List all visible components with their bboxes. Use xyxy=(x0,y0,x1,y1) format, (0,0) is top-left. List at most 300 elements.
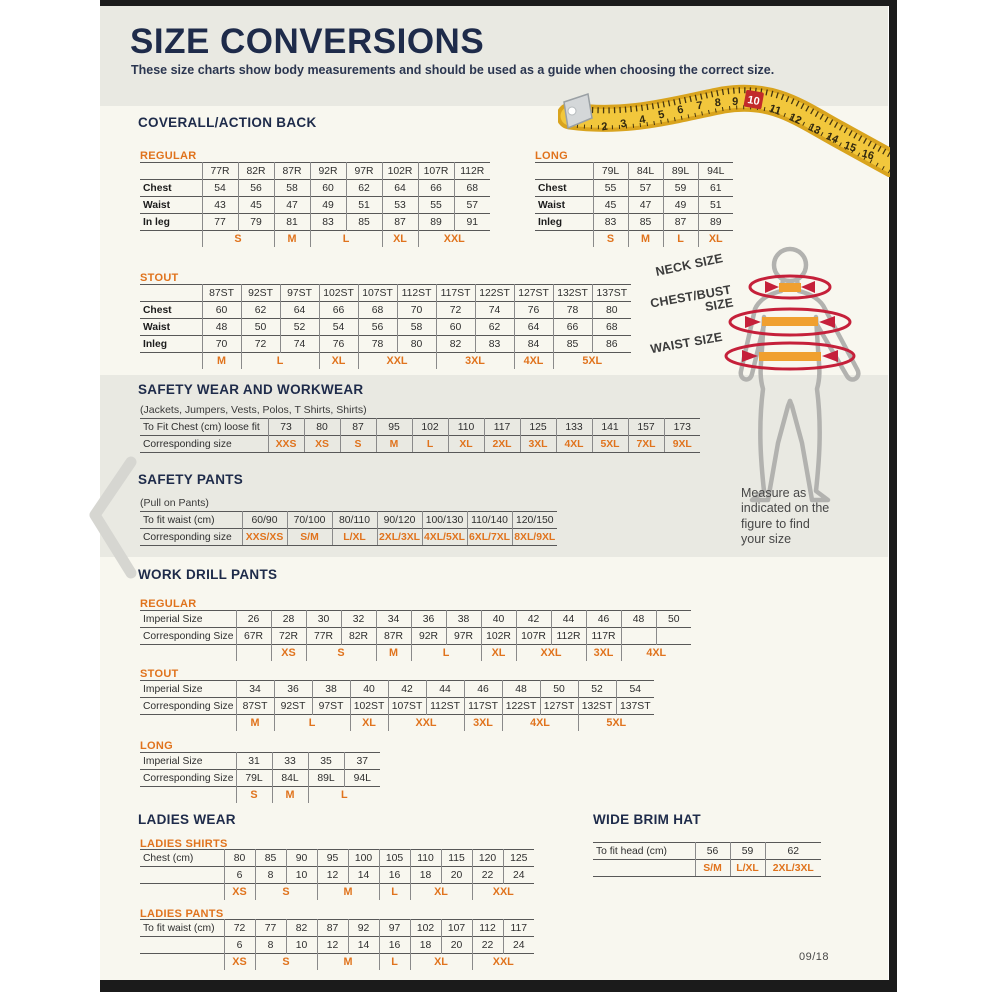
svg-text:15: 15 xyxy=(842,139,858,155)
table-cell: XXL xyxy=(388,715,464,732)
table-cell: L xyxy=(241,353,319,370)
table-cell: 43 xyxy=(202,197,238,214)
table-row xyxy=(140,163,490,180)
table-cell: 78 xyxy=(553,302,592,319)
table-cell xyxy=(140,867,224,884)
table-cell xyxy=(621,628,656,645)
table-cell: 22 xyxy=(472,867,503,884)
table-cell: 50 xyxy=(656,611,691,628)
size-table xyxy=(140,849,534,900)
table-cell: 40 xyxy=(350,681,388,698)
table-cell: 117R xyxy=(586,628,621,645)
table-cell: L xyxy=(411,645,481,662)
size-table xyxy=(140,752,380,803)
table-cell: 83 xyxy=(475,336,514,353)
table-cell: 82 xyxy=(286,920,317,937)
table-row xyxy=(140,512,557,529)
table-cell: 78 xyxy=(358,336,397,353)
work-drill-regular-label: REGULAR xyxy=(140,598,197,610)
table-cell: 112ST xyxy=(426,698,464,715)
svg-text:16: 16 xyxy=(860,147,876,163)
table-cell: XXS xyxy=(268,436,304,453)
svg-text:9: 9 xyxy=(731,95,739,109)
table-cell: L xyxy=(663,231,698,248)
table-cell: 102R xyxy=(382,163,418,180)
table-row xyxy=(140,611,691,628)
table-row xyxy=(535,197,733,214)
table-cell: 5XL xyxy=(578,715,654,732)
svg-text:11: 11 xyxy=(767,102,783,118)
table-cell: 72 xyxy=(436,302,475,319)
table-cell: 94L xyxy=(698,163,733,180)
safety-pants-note: (Pull on Pants) xyxy=(140,497,209,509)
table-cell: 8 xyxy=(255,937,286,954)
table-cell: 24 xyxy=(503,937,534,954)
table-cell: 92ST xyxy=(241,285,280,302)
table-cell: 97 xyxy=(379,920,410,937)
table-cell: 62 xyxy=(765,843,821,860)
table-cell: 89 xyxy=(418,214,454,231)
table-cell: 49 xyxy=(663,197,698,214)
table-cell xyxy=(593,860,695,877)
table-cell: 87 xyxy=(340,419,376,436)
table-cell xyxy=(535,163,593,180)
table-cell: Corresponding Size xyxy=(143,700,234,712)
table-cell: 59 xyxy=(730,843,765,860)
table-cell: 89L xyxy=(663,163,698,180)
table-cell: S xyxy=(593,231,628,248)
coverall-stout-label: STOUT xyxy=(140,272,179,284)
table-cell: 60/90 xyxy=(242,512,287,529)
table-row xyxy=(535,163,733,180)
table-cell: 62 xyxy=(241,302,280,319)
safety-wear-note: (Jackets, Jumpers, Vests, Polos, T Shirts, Shirts) xyxy=(140,404,367,416)
table-cell: 107R xyxy=(418,163,454,180)
table-cell xyxy=(140,231,202,248)
table-cell: 84L xyxy=(272,770,308,787)
table-cell: 6 xyxy=(224,937,255,954)
table-cell: 92 xyxy=(348,920,379,937)
table-cell: XL xyxy=(448,436,484,453)
table-cell: 80/110 xyxy=(332,512,377,529)
table-cell: Waist xyxy=(538,199,566,211)
table-cell xyxy=(656,628,691,645)
table-cell: 87R xyxy=(274,163,310,180)
table-cell: M xyxy=(317,884,379,901)
svg-text:3: 3 xyxy=(619,117,628,131)
table-cell: 20 xyxy=(441,937,472,954)
table-cell: 56 xyxy=(695,843,730,860)
table-cell: 30 xyxy=(306,611,341,628)
size-table xyxy=(140,162,490,247)
table-cell: M xyxy=(376,645,411,662)
table-cell: Chest xyxy=(143,182,172,194)
table-cell: 45 xyxy=(593,197,628,214)
table-cell: 48 xyxy=(621,611,656,628)
table-cell: Inleg xyxy=(538,216,563,228)
table-cell: 3XL xyxy=(520,436,556,453)
table-row xyxy=(140,336,631,353)
table-cell: XS xyxy=(271,645,306,662)
table-cell: 51 xyxy=(346,197,382,214)
table-cell: 83 xyxy=(310,214,346,231)
table-cell: Corresponding size xyxy=(140,529,242,546)
table-row xyxy=(140,867,534,884)
table-cell: S/M xyxy=(695,860,730,877)
table-cell: M xyxy=(317,954,379,971)
coverall-long-table xyxy=(535,162,733,247)
table-cell: 66 xyxy=(418,180,454,197)
table-cell xyxy=(535,231,593,248)
table-cell: 14 xyxy=(348,937,379,954)
table-cell: 64 xyxy=(382,180,418,197)
table-cell: 110/140 xyxy=(467,512,512,529)
neck-size-label: NECK SIZE xyxy=(654,251,725,279)
table-row xyxy=(140,920,534,937)
table-cell: S xyxy=(255,954,317,971)
table-cell: 55 xyxy=(418,197,454,214)
table-cell: 81 xyxy=(274,214,310,231)
table-row xyxy=(140,180,490,197)
footer-date-code: 09/18 xyxy=(799,951,830,963)
table-cell: 74 xyxy=(280,336,319,353)
ladies-shirts-label: LADIES SHIRTS xyxy=(140,838,228,850)
table-cell: 3XL xyxy=(586,645,621,662)
table-cell: 8 xyxy=(255,867,286,884)
table-cell: 68 xyxy=(592,319,631,336)
table-cell: 36 xyxy=(411,611,446,628)
table-cell: M xyxy=(376,436,412,453)
table-cell: Imperial Size xyxy=(143,613,203,625)
table-cell: 47 xyxy=(274,197,310,214)
table-row xyxy=(140,645,691,662)
table-cell: 72 xyxy=(241,336,280,353)
table-row xyxy=(140,197,490,214)
table-cell xyxy=(140,954,224,971)
table-cell: To fit head (cm) xyxy=(596,845,667,857)
table-cell: Waist xyxy=(143,321,171,333)
table-cell: 72R xyxy=(271,628,306,645)
table-cell: 80 xyxy=(304,419,340,436)
table-cell: 85 xyxy=(628,214,663,231)
table-cell: 44 xyxy=(551,611,586,628)
table-row xyxy=(535,231,733,248)
ladies-shirts-table xyxy=(140,849,534,900)
table-cell: XS xyxy=(224,884,255,901)
coverall-regular-table xyxy=(140,162,490,247)
table-row xyxy=(140,753,380,770)
table-row xyxy=(140,285,631,302)
table-row xyxy=(140,884,534,901)
table-cell: 117ST xyxy=(464,698,502,715)
table-cell: 110 xyxy=(410,850,441,867)
table-cell: XL xyxy=(698,231,733,248)
table-row xyxy=(593,860,821,877)
table-cell: M xyxy=(628,231,663,248)
size-table xyxy=(140,511,557,546)
table-row xyxy=(140,231,490,248)
table-cell: S xyxy=(236,787,272,804)
table-cell: 60 xyxy=(202,302,241,319)
table-cell: 2XL xyxy=(484,436,520,453)
table-cell: XL xyxy=(319,353,358,370)
table-cell: 87 xyxy=(382,214,418,231)
table-cell: 24 xyxy=(503,867,534,884)
table-row xyxy=(140,302,631,319)
scan-edge-right xyxy=(889,0,897,992)
table-cell: 80 xyxy=(592,302,631,319)
table-cell: S xyxy=(202,231,274,248)
table-cell: 48 xyxy=(202,319,241,336)
table-cell: 6XL/7XL xyxy=(467,529,512,546)
svg-text:14: 14 xyxy=(824,130,841,147)
table-cell: 7XL xyxy=(628,436,664,453)
table-cell: 61 xyxy=(698,180,733,197)
table-cell: 70 xyxy=(202,336,241,353)
table-cell: 125 xyxy=(520,419,556,436)
table-cell: 112ST xyxy=(397,285,436,302)
table-cell: XL xyxy=(410,954,472,971)
table-cell: Corresponding Size xyxy=(143,630,234,642)
table-cell: 127ST xyxy=(514,285,553,302)
svg-text:13: 13 xyxy=(806,121,823,138)
table-cell: 82 xyxy=(436,336,475,353)
size-table xyxy=(535,162,733,247)
table-cell: 141 xyxy=(592,419,628,436)
work-drill-long-table xyxy=(140,752,380,803)
table-cell: 90 xyxy=(286,850,317,867)
table-cell: L xyxy=(308,787,380,804)
table-row xyxy=(140,787,380,804)
table-cell: L xyxy=(379,954,410,971)
table-cell: 32 xyxy=(341,611,376,628)
table-cell: 57 xyxy=(628,180,663,197)
tape-number xyxy=(743,90,764,110)
table-cell: M xyxy=(236,715,274,732)
table-cell: 95 xyxy=(376,419,412,436)
table-row xyxy=(140,529,557,546)
table-cell: 97ST xyxy=(312,698,350,715)
table-cell: 77R xyxy=(306,628,341,645)
table-cell: 89 xyxy=(698,214,733,231)
table-cell: 73 xyxy=(268,419,304,436)
table-cell: 87 xyxy=(317,920,348,937)
table-cell: 120 xyxy=(472,850,503,867)
table-cell: XXS/XS xyxy=(242,529,287,546)
table-cell xyxy=(140,884,224,901)
table-cell: 132ST xyxy=(578,698,616,715)
table-cell: 4XL xyxy=(556,436,592,453)
table-cell: 18 xyxy=(410,937,441,954)
table-cell: 60 xyxy=(436,319,475,336)
ladies-wear-heading: LADIES WEAR xyxy=(138,812,236,827)
coverall-heading: COVERALL/ACTION BACK xyxy=(138,115,317,130)
table-cell: 79L xyxy=(593,163,628,180)
table-cell: 92R xyxy=(411,628,446,645)
table-cell: 51 xyxy=(698,197,733,214)
table-cell: 87R xyxy=(376,628,411,645)
table-cell: 87ST xyxy=(202,285,241,302)
work-drill-stout-label: STOUT xyxy=(140,668,179,680)
table-cell xyxy=(236,645,271,662)
table-cell: 107 xyxy=(441,920,472,937)
table-cell: 62 xyxy=(475,319,514,336)
table-row xyxy=(140,319,631,336)
ladies-pants-table xyxy=(140,919,534,970)
table-cell: 64 xyxy=(514,319,553,336)
table-cell: M xyxy=(202,353,241,370)
table-cell: 46 xyxy=(464,681,502,698)
table-cell: 87ST xyxy=(236,698,274,715)
table-cell: 10 xyxy=(286,867,317,884)
table-cell: Imperial Size xyxy=(143,755,203,767)
table-cell: 84L xyxy=(628,163,663,180)
table-row xyxy=(140,770,380,787)
table-cell: 77 xyxy=(255,920,286,937)
table-cell xyxy=(140,937,224,954)
safety-wear-table xyxy=(140,418,700,453)
table-cell xyxy=(140,787,236,804)
table-cell: To fit waist (cm) xyxy=(143,514,215,526)
table-cell: 107ST xyxy=(388,698,426,715)
work-drill-heading: WORK DRILL PANTS xyxy=(138,567,278,582)
table-cell: XXL xyxy=(472,954,534,971)
table-cell: XXL xyxy=(358,353,436,370)
table-cell: 112 xyxy=(472,920,503,937)
table-cell: 133 xyxy=(556,419,592,436)
table-cell xyxy=(140,353,202,370)
table-cell: 62 xyxy=(346,180,382,197)
table-cell: 92ST xyxy=(274,698,312,715)
table-cell: 50 xyxy=(241,319,280,336)
table-cell: 9XL xyxy=(664,436,700,453)
table-cell: Corresponding size xyxy=(140,436,268,453)
table-cell: 89L xyxy=(308,770,344,787)
table-cell: 31 xyxy=(236,753,272,770)
table-cell: Waist xyxy=(143,199,171,211)
coverall-long-label: LONG xyxy=(535,150,568,162)
table-cell: 117ST xyxy=(436,285,475,302)
table-cell: L/XL xyxy=(730,860,765,877)
size-table xyxy=(140,680,654,731)
safety-pants-table xyxy=(140,511,557,546)
table-cell: 117 xyxy=(484,419,520,436)
table-cell: 53 xyxy=(382,197,418,214)
table-cell: 66 xyxy=(319,302,358,319)
table-row xyxy=(140,715,654,732)
size-table xyxy=(140,284,631,369)
table-cell: 102 xyxy=(410,920,441,937)
table-cell: 90/120 xyxy=(377,512,422,529)
table-cell: 16 xyxy=(379,867,410,884)
table-cell: 102R xyxy=(481,628,516,645)
table-cell: 117 xyxy=(503,920,534,937)
table-cell: 107ST xyxy=(358,285,397,302)
scan-edge-top xyxy=(100,0,897,6)
table-cell: 5XL xyxy=(553,353,631,370)
size-table xyxy=(140,418,700,453)
table-cell xyxy=(140,715,236,732)
svg-text:4: 4 xyxy=(638,113,647,127)
table-cell: XXL xyxy=(418,231,490,248)
table-cell: 54 xyxy=(202,180,238,197)
table-row xyxy=(140,628,691,645)
table-cell: 132ST xyxy=(553,285,592,302)
table-row xyxy=(140,698,654,715)
table-cell: 55 xyxy=(593,180,628,197)
table-cell: 83 xyxy=(593,214,628,231)
table-cell: XXL xyxy=(516,645,586,662)
table-cell: 4XL xyxy=(502,715,578,732)
table-cell: 4XL xyxy=(514,353,553,370)
table-cell: 110 xyxy=(448,419,484,436)
table-cell: 47 xyxy=(628,197,663,214)
table-cell: 18 xyxy=(410,867,441,884)
size-table xyxy=(140,919,534,970)
table-cell: Chest xyxy=(143,304,172,316)
table-cell: S xyxy=(340,436,376,453)
table-row xyxy=(140,937,534,954)
table-cell: L/XL xyxy=(332,529,377,546)
table-cell xyxy=(140,163,202,180)
coverall-stout-table xyxy=(140,284,631,369)
svg-text:6: 6 xyxy=(676,103,685,117)
coverall-regular-label: REGULAR xyxy=(140,150,197,162)
table-cell: 84 xyxy=(514,336,553,353)
table-cell: 94L xyxy=(344,770,380,787)
table-cell: 22 xyxy=(472,937,503,954)
page-title: SIZE CONVERSIONS xyxy=(130,22,485,61)
table-cell: XS xyxy=(224,954,255,971)
table-cell: 120/150 xyxy=(512,512,557,529)
work-drill-regular-table xyxy=(140,610,691,661)
table-cell: S xyxy=(306,645,376,662)
table-cell: 16 xyxy=(379,937,410,954)
table-cell: 3XL xyxy=(436,353,514,370)
table-cell: 115 xyxy=(441,850,472,867)
table-cell: 79L xyxy=(236,770,272,787)
table-cell: 10 xyxy=(286,937,317,954)
table-cell: 86 xyxy=(592,336,631,353)
table-cell: L xyxy=(274,715,350,732)
table-cell: 48 xyxy=(502,681,540,698)
table-cell xyxy=(140,285,202,302)
work-drill-long-label: LONG xyxy=(140,740,173,752)
table-cell: 85 xyxy=(553,336,592,353)
table-cell: 97R xyxy=(446,628,481,645)
table-cell: 20 xyxy=(441,867,472,884)
table-cell: Chest xyxy=(538,182,567,194)
table-cell: 68 xyxy=(454,180,490,197)
table-cell: 50 xyxy=(540,681,578,698)
table-cell: 68 xyxy=(358,302,397,319)
scan-edge-bottom xyxy=(100,980,897,992)
svg-text:12: 12 xyxy=(787,111,804,128)
table-cell: 8XL/9XL xyxy=(512,529,557,546)
waist-size-label: WAIST SIZE xyxy=(649,329,724,357)
table-cell: 122ST xyxy=(502,698,540,715)
table-cell: 3XL xyxy=(464,715,502,732)
table-cell: 112R xyxy=(454,163,490,180)
table-row xyxy=(535,214,733,231)
table-cell: L xyxy=(379,884,410,901)
table-row xyxy=(535,180,733,197)
table-cell: 56 xyxy=(358,319,397,336)
safety-pants-heading: SAFETY PANTS xyxy=(138,472,244,487)
table-cell: 28 xyxy=(271,611,306,628)
table-cell xyxy=(140,645,236,662)
table-cell: 137ST xyxy=(592,285,631,302)
